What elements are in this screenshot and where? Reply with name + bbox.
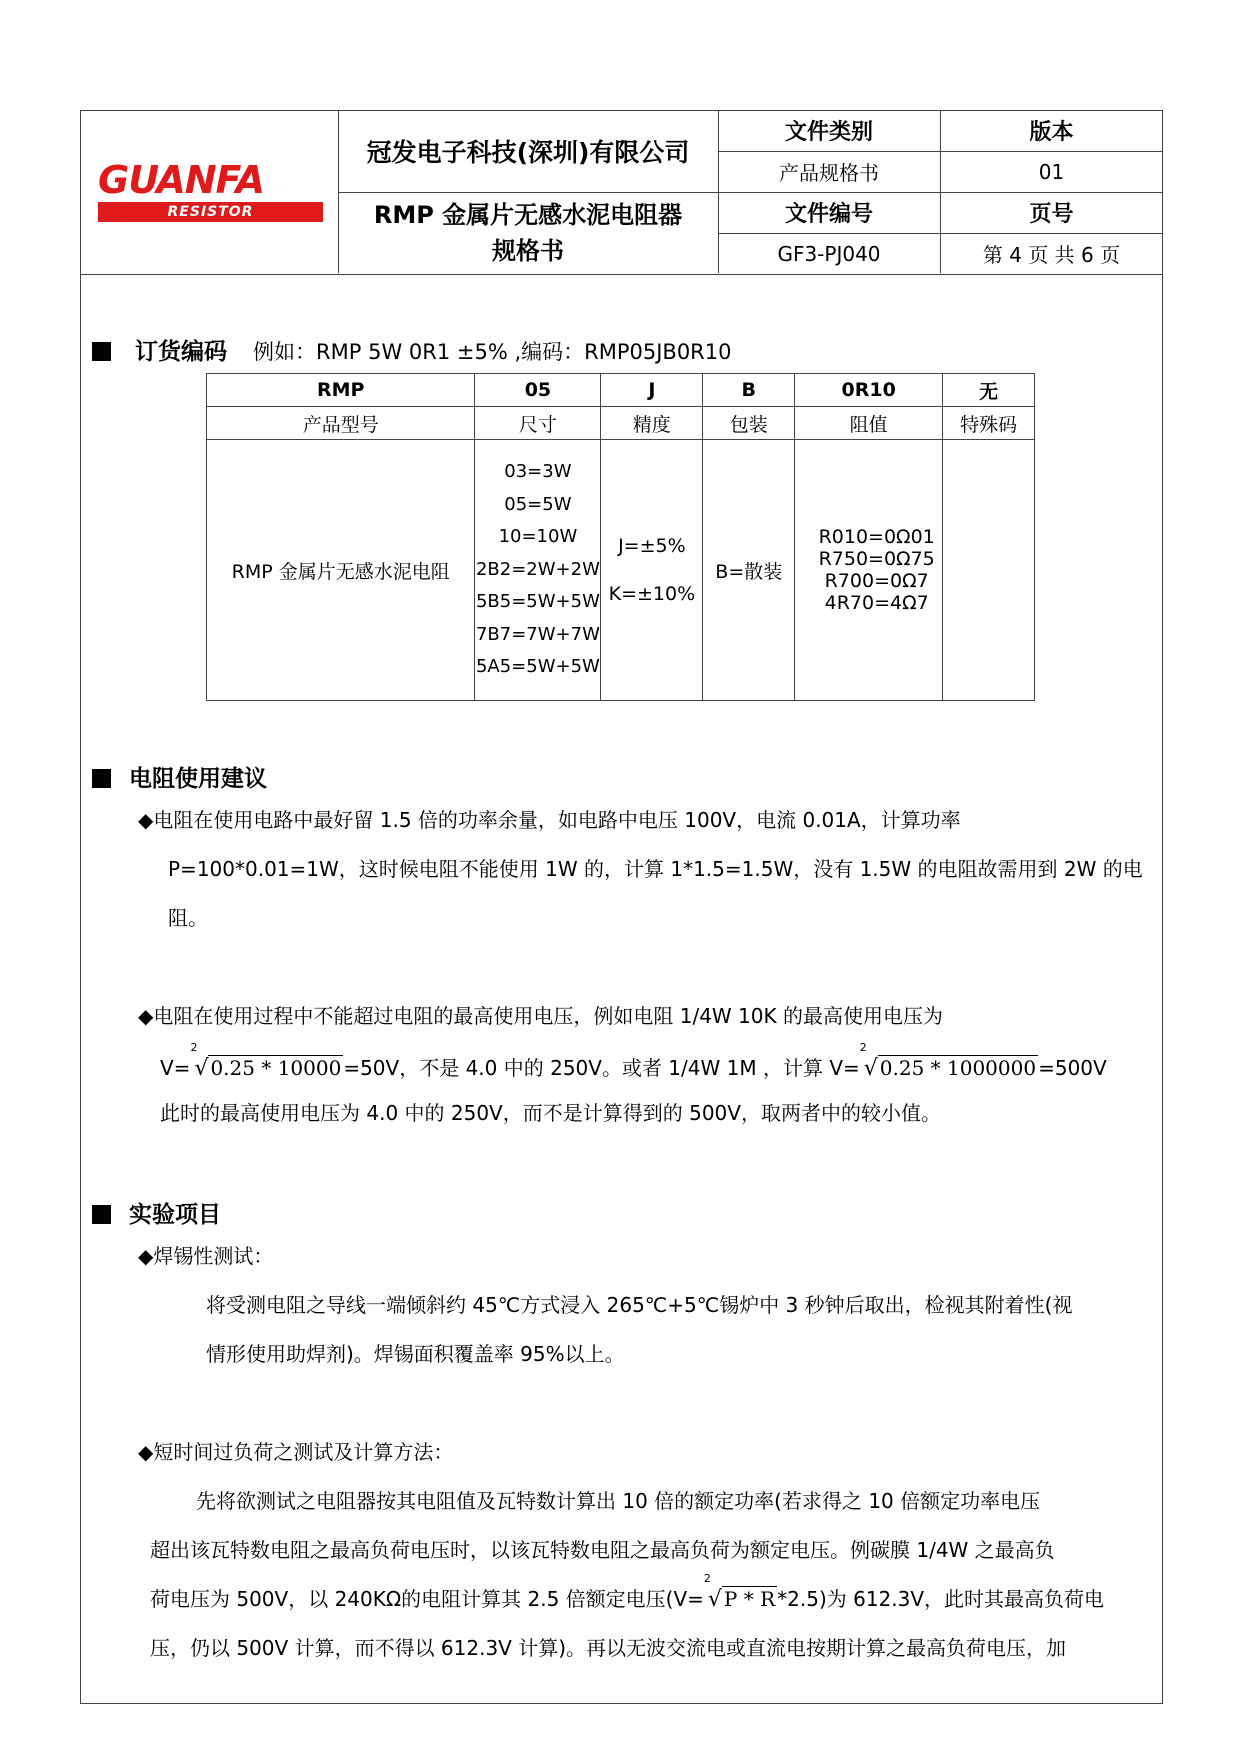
document-title — [338, 192, 718, 274]
usage-title: 电阻使用建议 — [129, 766, 268, 792]
sqrt-body: 0.25 * 10000 — [210, 1056, 342, 1080]
sqrt-icon: √ — [863, 1056, 878, 1081]
square-bullet-icon — [92, 769, 111, 788]
value-category: 产品规格书 — [779, 161, 879, 185]
usage-paragraph-2-line1: ◆电阻在使用过程中不能超过电阻的最高使用电压，例如电阻 1/4W 10K 的最高使用电压为 — [138, 1004, 943, 1028]
sqrt-expression — [703, 1572, 777, 1624]
size-option: 5A5=5W+5W — [475, 656, 600, 678]
sqrt-icon: √ — [194, 1056, 209, 1081]
field-packaging: 包装 — [703, 407, 795, 440]
resistance-option: R010=0Ω01 — [818, 526, 935, 548]
document-title-line1: RMP 金属片无感水泥电阻器 — [373, 201, 683, 229]
sqrt-index: 2 — [859, 1041, 867, 1054]
code-packaging: B — [703, 374, 795, 407]
formula-text: =500V — [1038, 1056, 1107, 1080]
overload-test-title: ◆短时间过负荷之测试及计算方法： — [138, 1440, 454, 1464]
formula-text: V= — [160, 1056, 191, 1080]
code-tolerance: J — [601, 374, 703, 407]
usage-paragraph-2-line3: 此时的最高使用电压为 4.0 中的 250V，而不是计算得到的 500V，取两者中的较小值。 — [160, 1101, 941, 1125]
formula-text: *2.5)为 612.3V，此时其最高负荷电 — [777, 1587, 1105, 1611]
tolerance-options — [601, 440, 703, 701]
size-options — [475, 440, 601, 701]
table-row — [207, 440, 1035, 701]
tolerance-option: J=±5% — [618, 535, 686, 557]
size-option: 7B7=7W+7W — [475, 623, 600, 645]
square-bullet-icon — [92, 342, 111, 361]
square-bullet-icon — [92, 1205, 111, 1224]
label-page: 页号 — [1029, 202, 1074, 227]
formula-text: =50V，不是 4.0 中的 250V。或者 1/4W 1M ，计算 V= — [343, 1056, 860, 1080]
size-option: 2B2=2W+2W — [475, 558, 600, 580]
logo-subtitle: RESISTOR — [98, 202, 323, 222]
order-code-title: 订货编码 — [135, 339, 228, 365]
special-option — [943, 440, 1035, 701]
tests-heading — [92, 1196, 221, 1229]
code-product: RMP — [207, 374, 475, 407]
sqrt-icon: √ — [707, 1587, 722, 1612]
solder-test-line2: 情形使用助焊剂)。焊锡面积覆盖率 95%以上。 — [206, 1342, 625, 1366]
resistance-option: R700=0Ω7 — [824, 570, 929, 592]
resistance-option: 4R70=4Ω7 — [824, 592, 929, 614]
field-size: 尺寸 — [475, 407, 601, 440]
sqrt-body: 0.25 * 1000000 — [879, 1056, 1037, 1080]
sqrt-index: 2 — [190, 1041, 198, 1054]
label-docno: 文件编号 — [784, 202, 873, 227]
label-category: 文件类别 — [784, 120, 873, 145]
usage-heading — [92, 760, 267, 793]
sqrt-expression — [859, 1041, 1038, 1093]
order-code-heading — [92, 333, 732, 366]
formula-text: 荷电压为 500V，以 240KΩ的电阻计算其 2.5 倍额定电压(V= — [150, 1587, 704, 1611]
sqrt-index: 2 — [703, 1572, 711, 1585]
overload-test-line1: 先将欲测试之电阻器按其电阻值及瓦特数计算出 10 倍的额定功率(若求得之 10 倍额定功率电压 — [196, 1489, 1041, 1513]
company-logo — [98, 160, 323, 226]
document-header — [80, 110, 1163, 275]
usage-paragraph-1-line1: ◆电阻在使用电路中最好留 1.5 倍的功率余量，如电路中电压 100V，电流 0.01A，计算功率 — [138, 808, 961, 832]
packaging-option: B=散装 — [703, 440, 795, 701]
table-row — [207, 374, 1035, 407]
resistance-options — [795, 440, 943, 701]
size-option: 5B5=5W+5W — [475, 591, 600, 613]
tests-title: 实验项目 — [129, 1202, 222, 1228]
field-resistance: 阻值 — [795, 407, 943, 440]
usage-paragraph-1-line3: 阻。 — [168, 906, 208, 930]
code-special: 无 — [943, 374, 1035, 407]
value-version: 01 — [1038, 159, 1065, 184]
solder-test-line1: 将受测电阻之导线一端倾斜约 45℃方式浸入 265℃+5℃锡炉中 3 秒钟后取出，检视其附着性(视 — [206, 1293, 1073, 1317]
field-special: 特殊码 — [943, 407, 1035, 440]
order-code-example: 例如：RMP 5W 0R1 ±5% ,编码：RMP05JB0R10 — [253, 340, 732, 364]
field-product: 产品型号 — [207, 407, 475, 440]
field-tolerance: 精度 — [601, 407, 703, 440]
product-description: RMP 金属片无感水泥电阻 — [207, 440, 475, 701]
usage-paragraph-2-line2 — [160, 1041, 1107, 1093]
overload-test-line3 — [150, 1572, 1105, 1624]
usage-paragraph-1-line2: P=100*0.01=1W，这时候电阻不能使用 1W 的，计算 1*1.5=1.5W，没有 1.5W 的电阻故需用到 2W 的电 — [168, 857, 1143, 881]
order-code-table — [206, 373, 1035, 701]
document-title-line2: 规格书 — [492, 237, 564, 265]
sqrt-body: P * R — [723, 1587, 776, 1611]
logo-wordmark: GUANFA — [98, 158, 265, 202]
code-resistance: 0R10 — [795, 374, 943, 407]
solder-test-title: ◆焊锡性测试： — [138, 1244, 274, 1268]
overload-test-line4: 压，仍以 500V 计算，而不得以 612.3V 计算)。再以无波交流电或直流电按期计算之最高负荷电压，加 — [150, 1636, 1067, 1660]
company-name: 冠发电子科技(深圳)有限公司 — [366, 138, 690, 167]
resistance-option: R750=0Ω75 — [818, 548, 935, 570]
tolerance-option: K=±10% — [608, 583, 696, 605]
size-option: 05=5W — [504, 493, 572, 515]
sqrt-expression — [190, 1041, 343, 1093]
table-row — [207, 407, 1035, 440]
label-version: 版本 — [1029, 120, 1074, 145]
value-docno: GF3-PJ040 — [777, 241, 881, 266]
size-option: 03=3W — [504, 461, 572, 483]
code-size: 05 — [475, 374, 601, 407]
overload-test-line2: 超出该瓦特数电阻之最高负荷电压时，以该瓦特数电阻之最高负荷为额定电压。例碳膜 1/4W 之最高负 — [150, 1538, 1055, 1562]
size-option: 10=10W — [498, 526, 578, 548]
value-page: 第 4 页 共 6 页 — [982, 243, 1121, 267]
